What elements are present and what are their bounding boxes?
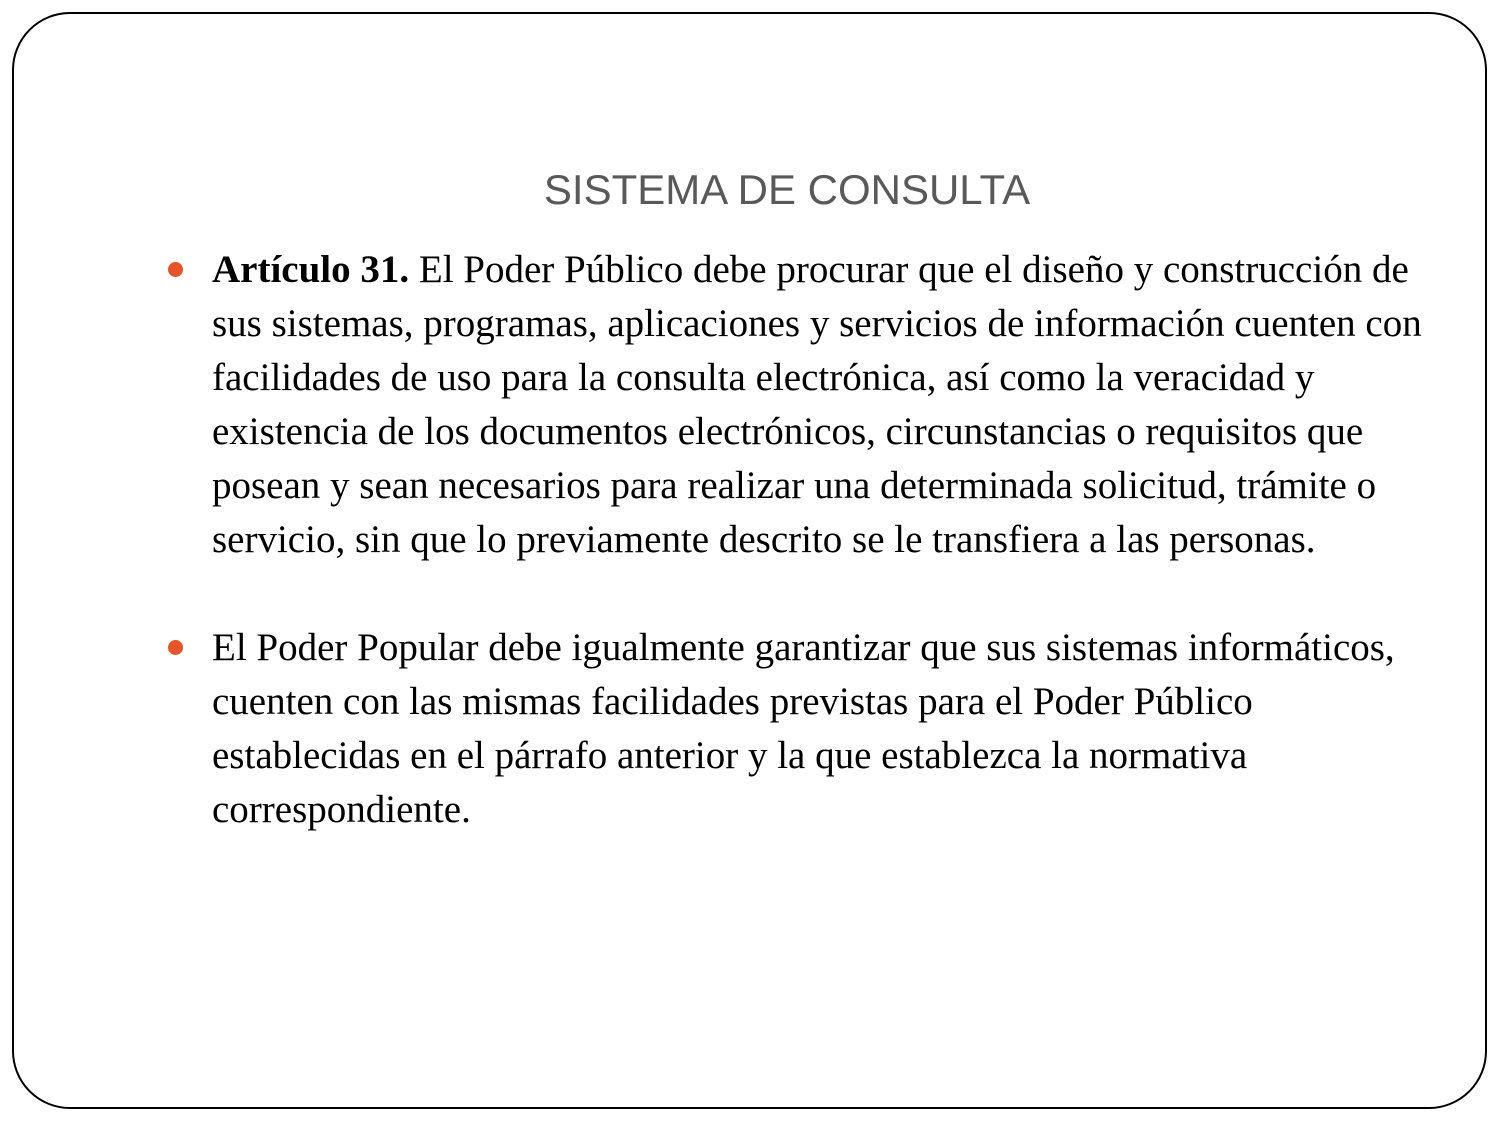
bullet-dot-icon: [168, 262, 183, 277]
slide-title: SISTEMA DE CONSULTA: [543, 166, 1031, 213]
bullet-item-poder-popular: [212, 621, 1427, 837]
article-text: El Poder Público debe procurar que el diseño y construcción de sus sistemas, programas, aplicaciones y servicios de información cuenten con facilidades de uso para la consulta electrónica, así como la veracidad y existencia de los documentos electrónicos, circunstancias o requisitos que posean y sean necesarios para realizar una determinada solicitud, trámite o servicio, sin que lo previamente descrito se le transfiera a las personas.: [212, 248, 1422, 561]
article-heading: Artículo 31.: [212, 248, 410, 291]
slide-body: [212, 243, 1427, 837]
bullet-item-article-31: [212, 243, 1427, 567]
poder-popular-text: El Poder Popular debe igualmente garantizar que sus sistemas informáticos, cuenten con las mismas facilidades previstas para el Poder Público establecidas en el párrafo anterior y la que establezca la normativa correspondiente.: [212, 626, 1395, 831]
bullet-dot-icon: [168, 640, 183, 655]
